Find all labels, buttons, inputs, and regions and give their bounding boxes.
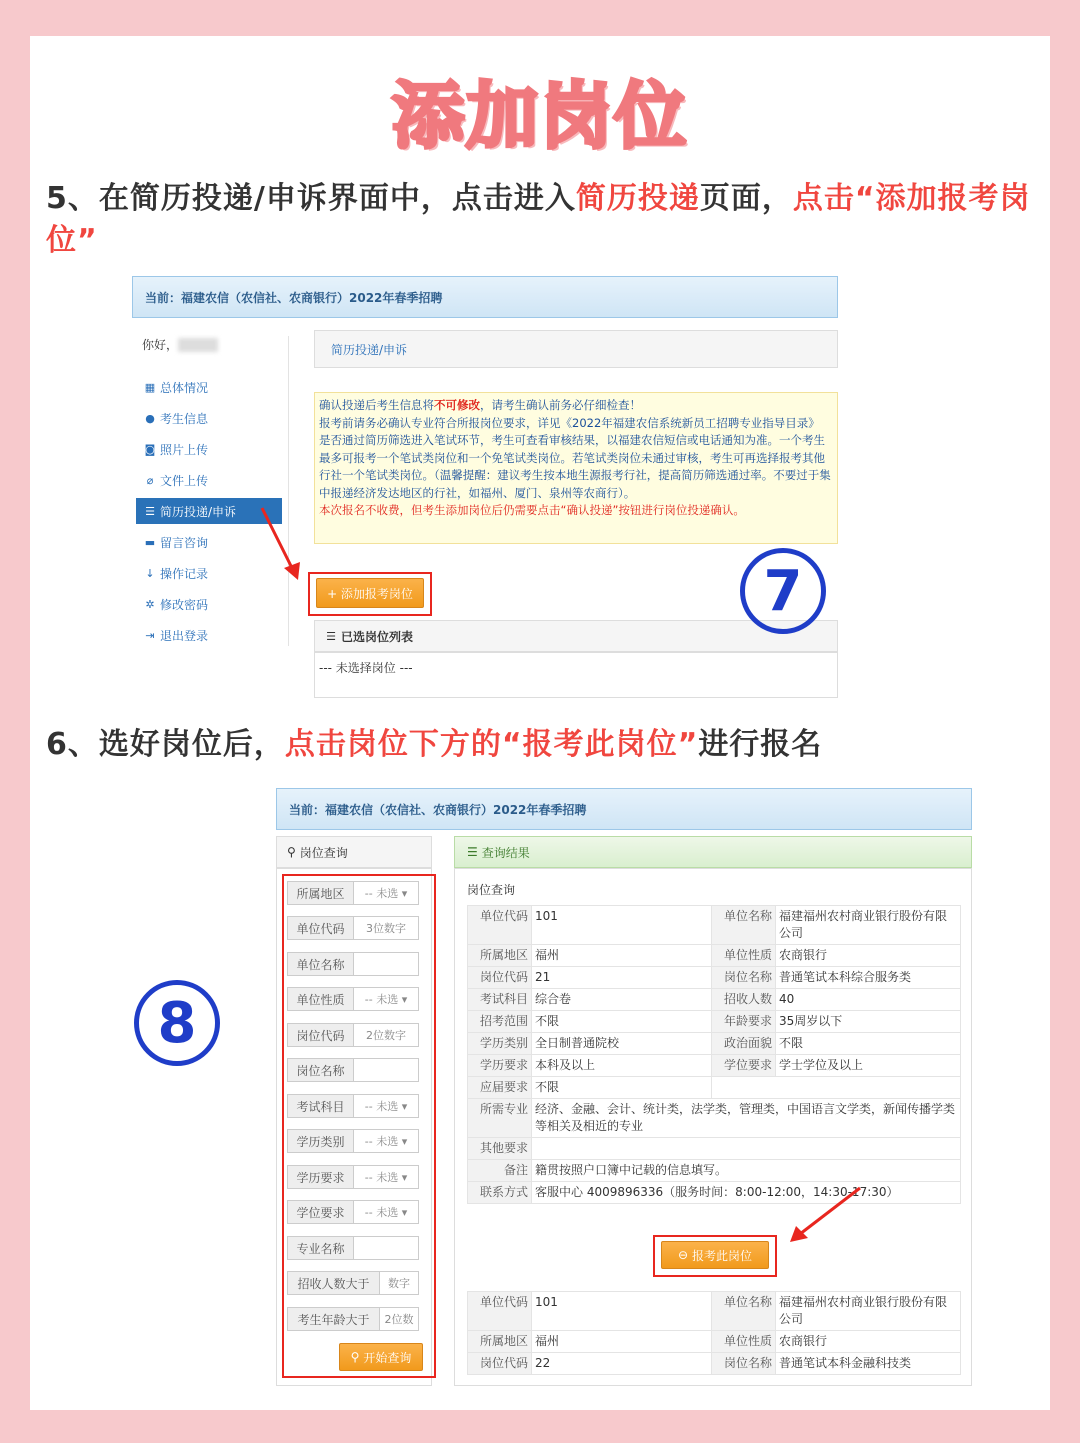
notice-line-1 [319, 397, 833, 415]
step6-prefix: 6、选好岗位后， [46, 727, 285, 762]
field-value: 客服中心 4009896336（服务时间：8:00-12:00，14:30-17:30） [532, 1182, 961, 1204]
field-key: 单位名称 [712, 906, 776, 945]
field-key: 单位名称 [712, 1292, 776, 1331]
step6-text [46, 724, 1046, 766]
field-key: 招考范围 [468, 1011, 532, 1033]
highlight-box-apply [653, 1235, 777, 1277]
search-panel-header [276, 836, 432, 868]
nav-label: 考生信息 [160, 411, 209, 426]
field-value: 学士学位及以上 [776, 1055, 961, 1077]
notice-line-3: 是否通过简历筛选进入笔试环节，考生可查看审核结果，以福建农信短信或电话通知为准。一个考生最多可报考一个笔试类岗位和一个免笔试类岗位。若笔试类岗位未通过审核，考生可再选择报考其他行社一个笔试类岗位。（温馨提醒：建议考生按本地生源报考行社，提高简历筛选通过率。不要过于集中报递经济发达地区的行社，如福州、厦门、泉州等农商行）。 [319, 433, 831, 500]
empty-selection-text: --- 未选择岗位 --- [319, 661, 413, 675]
job-table-2 [467, 1291, 961, 1375]
greeting [142, 336, 218, 353]
field-key: 单位性质 [712, 945, 776, 967]
empty-cell [712, 1077, 961, 1099]
nav-label: 总体情况 [160, 380, 209, 395]
result-panel [454, 868, 972, 1386]
nav-label: 修改密码 [160, 597, 209, 612]
sort-icon: ↓ [145, 566, 155, 580]
field-key: 岗位代码 [468, 1353, 532, 1375]
filter-label: 单位名称 [288, 953, 354, 975]
filter-input[interactable]: 2位数字 [366, 1029, 406, 1042]
field-key: 学历要求 [468, 1055, 532, 1077]
nav-item-files[interactable] [136, 467, 282, 493]
greeting-text: 你好， [142, 338, 179, 352]
paperclip-icon: ⌀ [146, 473, 154, 487]
field-value: 经济、金融、会计、统计类，法学类，管理类，中国语言文学类，新闻传播学类等相关及相近的专业 [532, 1099, 961, 1138]
nav-item-logout[interactable] [136, 622, 282, 648]
filter-input[interactable]: 数字 [388, 1277, 410, 1290]
filter-label: 学历类别 [288, 1130, 354, 1152]
field-key: 单位代码 [468, 906, 532, 945]
field-key: 所属地区 [468, 945, 532, 967]
sidebar-divider [288, 336, 289, 646]
step5-text [46, 178, 1046, 262]
filter-label: 学位要求 [288, 1201, 354, 1223]
field-value: 普通笔试本科金融科技类 [776, 1353, 961, 1375]
step6-highlight: 点击岗位下方的“报考此岗位” [284, 727, 699, 762]
notice-text: ，请考生确认前务必仔细检查！ [480, 398, 641, 412]
notice-text: 确认投递后考生信息将 [319, 398, 434, 412]
result-subtitle: 岗位查询 [467, 883, 516, 897]
logout-icon: ⇥ [145, 628, 155, 642]
field-key: 考试科目 [468, 989, 532, 1011]
field-value: 籍贯按照户口簿中记载的信息填写。 [532, 1160, 961, 1182]
notice-line-4: 本次报名不收费，但考生添加岗位后仍需要点击“确认投递”按钮进行岗位投递确认。 [319, 503, 745, 517]
step-marker-8: 8 [134, 980, 220, 1066]
notice-warning: 不可修改 [434, 398, 480, 412]
field-key: 招收人数 [712, 989, 776, 1011]
nav-item-photo[interactable] [136, 436, 282, 462]
filter-select[interactable]: -- 未选 ▾ [364, 1171, 408, 1184]
field-key: 岗位名称 [712, 1353, 776, 1375]
field-value: 35周岁以下 [776, 1011, 961, 1033]
comment-icon: ▬ [144, 535, 156, 549]
highlight-box-search [282, 874, 436, 1378]
field-key: 所需专业 [468, 1099, 532, 1138]
screenshot-step5 [128, 274, 842, 702]
filter-label: 招收人数大于 [288, 1272, 380, 1294]
apply-button-label: 报考此岗位 [692, 1248, 753, 1263]
nav-label: 留言咨询 [160, 535, 209, 550]
filter-label: 考试科目 [288, 1095, 354, 1117]
filter-label: 专业名称 [288, 1237, 354, 1259]
filter-select[interactable]: -- 未选 ▾ [364, 887, 408, 900]
arrow-to-add-button [250, 500, 310, 590]
field-key: 所属地区 [468, 1331, 532, 1353]
field-value: 本科及以上 [532, 1055, 712, 1077]
field-value: 101 [532, 1292, 712, 1331]
add-position-button[interactable]: + 添加报考岗位 [316, 578, 424, 608]
field-key: 政治面貌 [712, 1033, 776, 1055]
field-value: 全日制普通院校 [532, 1033, 712, 1055]
nav-label: 退出登录 [160, 628, 209, 643]
highlight-box-add [308, 572, 432, 616]
nav-label: 简历投递/申诉 [160, 504, 237, 519]
filter-select[interactable]: -- 未选 ▾ [364, 1135, 408, 1148]
step5-prefix: 5、在简历投递/申诉界面中，点击进入 [46, 181, 576, 216]
field-value: 不限 [776, 1033, 961, 1055]
nav-label: 照片上传 [160, 442, 209, 457]
notice-box [314, 392, 838, 544]
filter-label: 单位性质 [288, 988, 354, 1010]
filter-label: 考生年龄大于 [288, 1308, 380, 1330]
filter-label: 岗位代码 [288, 1024, 354, 1046]
field-key: 单位性质 [712, 1331, 776, 1353]
step-marker-7: 7 [740, 548, 826, 634]
nav-item-profile[interactable] [136, 405, 282, 431]
filter-select[interactable]: -- 未选 ▾ [364, 993, 408, 1006]
field-key: 联系方式 [468, 1182, 532, 1204]
field-key: 学位要求 [712, 1055, 776, 1077]
job-table-1 [467, 905, 961, 1204]
breadcrumb-header: 当前：福建农信（农信社、农商银行）2022年春季招聘 [132, 276, 838, 318]
step5-middle: 页面， [699, 181, 793, 216]
field-key: 岗位代码 [468, 967, 532, 989]
filter-label: 所属地区 [288, 882, 354, 904]
minus-circle-icon: ⊖ [677, 1248, 689, 1262]
field-value: 农商银行 [776, 1331, 961, 1353]
field-value: 福州 [532, 1331, 712, 1353]
breadcrumb-header: 当前：福建农信（农信社、农商银行）2022年春季招聘 [276, 788, 972, 830]
field-key: 学历类别 [468, 1033, 532, 1055]
step5-highlight-page: 简历投递 [575, 181, 700, 216]
field-value: 22 [532, 1353, 712, 1375]
nav-item-password[interactable] [136, 591, 282, 617]
field-value: 福州 [532, 945, 712, 967]
field-value: 101 [532, 906, 712, 945]
filter-select[interactable]: -- 未选 ▾ [364, 1100, 408, 1113]
filter-label: 学历要求 [288, 1166, 354, 1188]
camera-icon: ◙ [144, 442, 156, 456]
field-key: 应届要求 [468, 1077, 532, 1099]
field-key: 其他要求 [468, 1138, 532, 1160]
nav-item-overview[interactable] [136, 374, 282, 400]
filter-label: 单位代码 [288, 917, 354, 939]
field-key: 年龄要求 [712, 1011, 776, 1033]
search-panel-title: 岗位查询 [299, 845, 348, 860]
nav-label: 文件上传 [160, 473, 209, 488]
filter-input[interactable]: 3位数字 [366, 922, 406, 935]
filter-label: 岗位名称 [288, 1059, 354, 1081]
search-icon: ⚲ [287, 845, 296, 859]
field-key: 岗位名称 [712, 967, 776, 989]
gear-icon: ✲ [145, 597, 155, 611]
field-value: 综合卷 [532, 989, 712, 1011]
list-icon: ☰ [326, 629, 336, 643]
field-value: 21 [532, 967, 712, 989]
screenshot-step6 [274, 786, 974, 1386]
field-value: 不限 [532, 1011, 712, 1033]
field-value: 普通笔试本科综合服务类 [776, 967, 961, 989]
filter-select[interactable]: -- 未选 ▾ [364, 1206, 408, 1219]
field-key: 单位代码 [468, 1292, 532, 1331]
step6-suffix: 进行报名 [698, 727, 823, 762]
blurred-username [178, 338, 218, 352]
field-value: 福建福州农村商业银行股份有限公司 [776, 906, 961, 945]
user-icon: ● [145, 411, 155, 425]
nav-label: 操作记录 [160, 566, 209, 581]
list-icon: ☰ [145, 504, 155, 518]
field-key: 备注 [468, 1160, 532, 1182]
filter-input[interactable]: 2位数 [384, 1313, 414, 1326]
search-button-label: 开始查询 [363, 1350, 412, 1365]
field-value [532, 1138, 961, 1160]
content-breadcrumb: 简历投递/申诉 [314, 330, 838, 368]
grid-icon: ▦ [144, 380, 156, 394]
field-value: 40 [776, 989, 961, 1011]
list-icon: ☰ [467, 845, 478, 859]
step5-highlight-action: 点击“添加报考岗位” [46, 181, 1031, 258]
arrow-to-apply-button [780, 1182, 870, 1252]
search-icon: ⚲ [350, 1350, 360, 1364]
field-value: 不限 [532, 1077, 712, 1099]
field-value: 农商银行 [776, 945, 961, 967]
field-value: 福建福州农村商业银行股份有限公司 [776, 1292, 961, 1331]
selected-list-title: 已选岗位列表 [341, 629, 414, 644]
page-title: 添加岗位 [391, 74, 688, 158]
selected-list-body [314, 652, 838, 698]
notice-line-2: 报考前请务必确认专业符合所报岗位要求，详见《2022年福建农信系统新员工招聘专业指导目录》 [319, 415, 820, 430]
result-panel-header [454, 836, 972, 868]
result-panel-title: 查询结果 [481, 845, 530, 860]
